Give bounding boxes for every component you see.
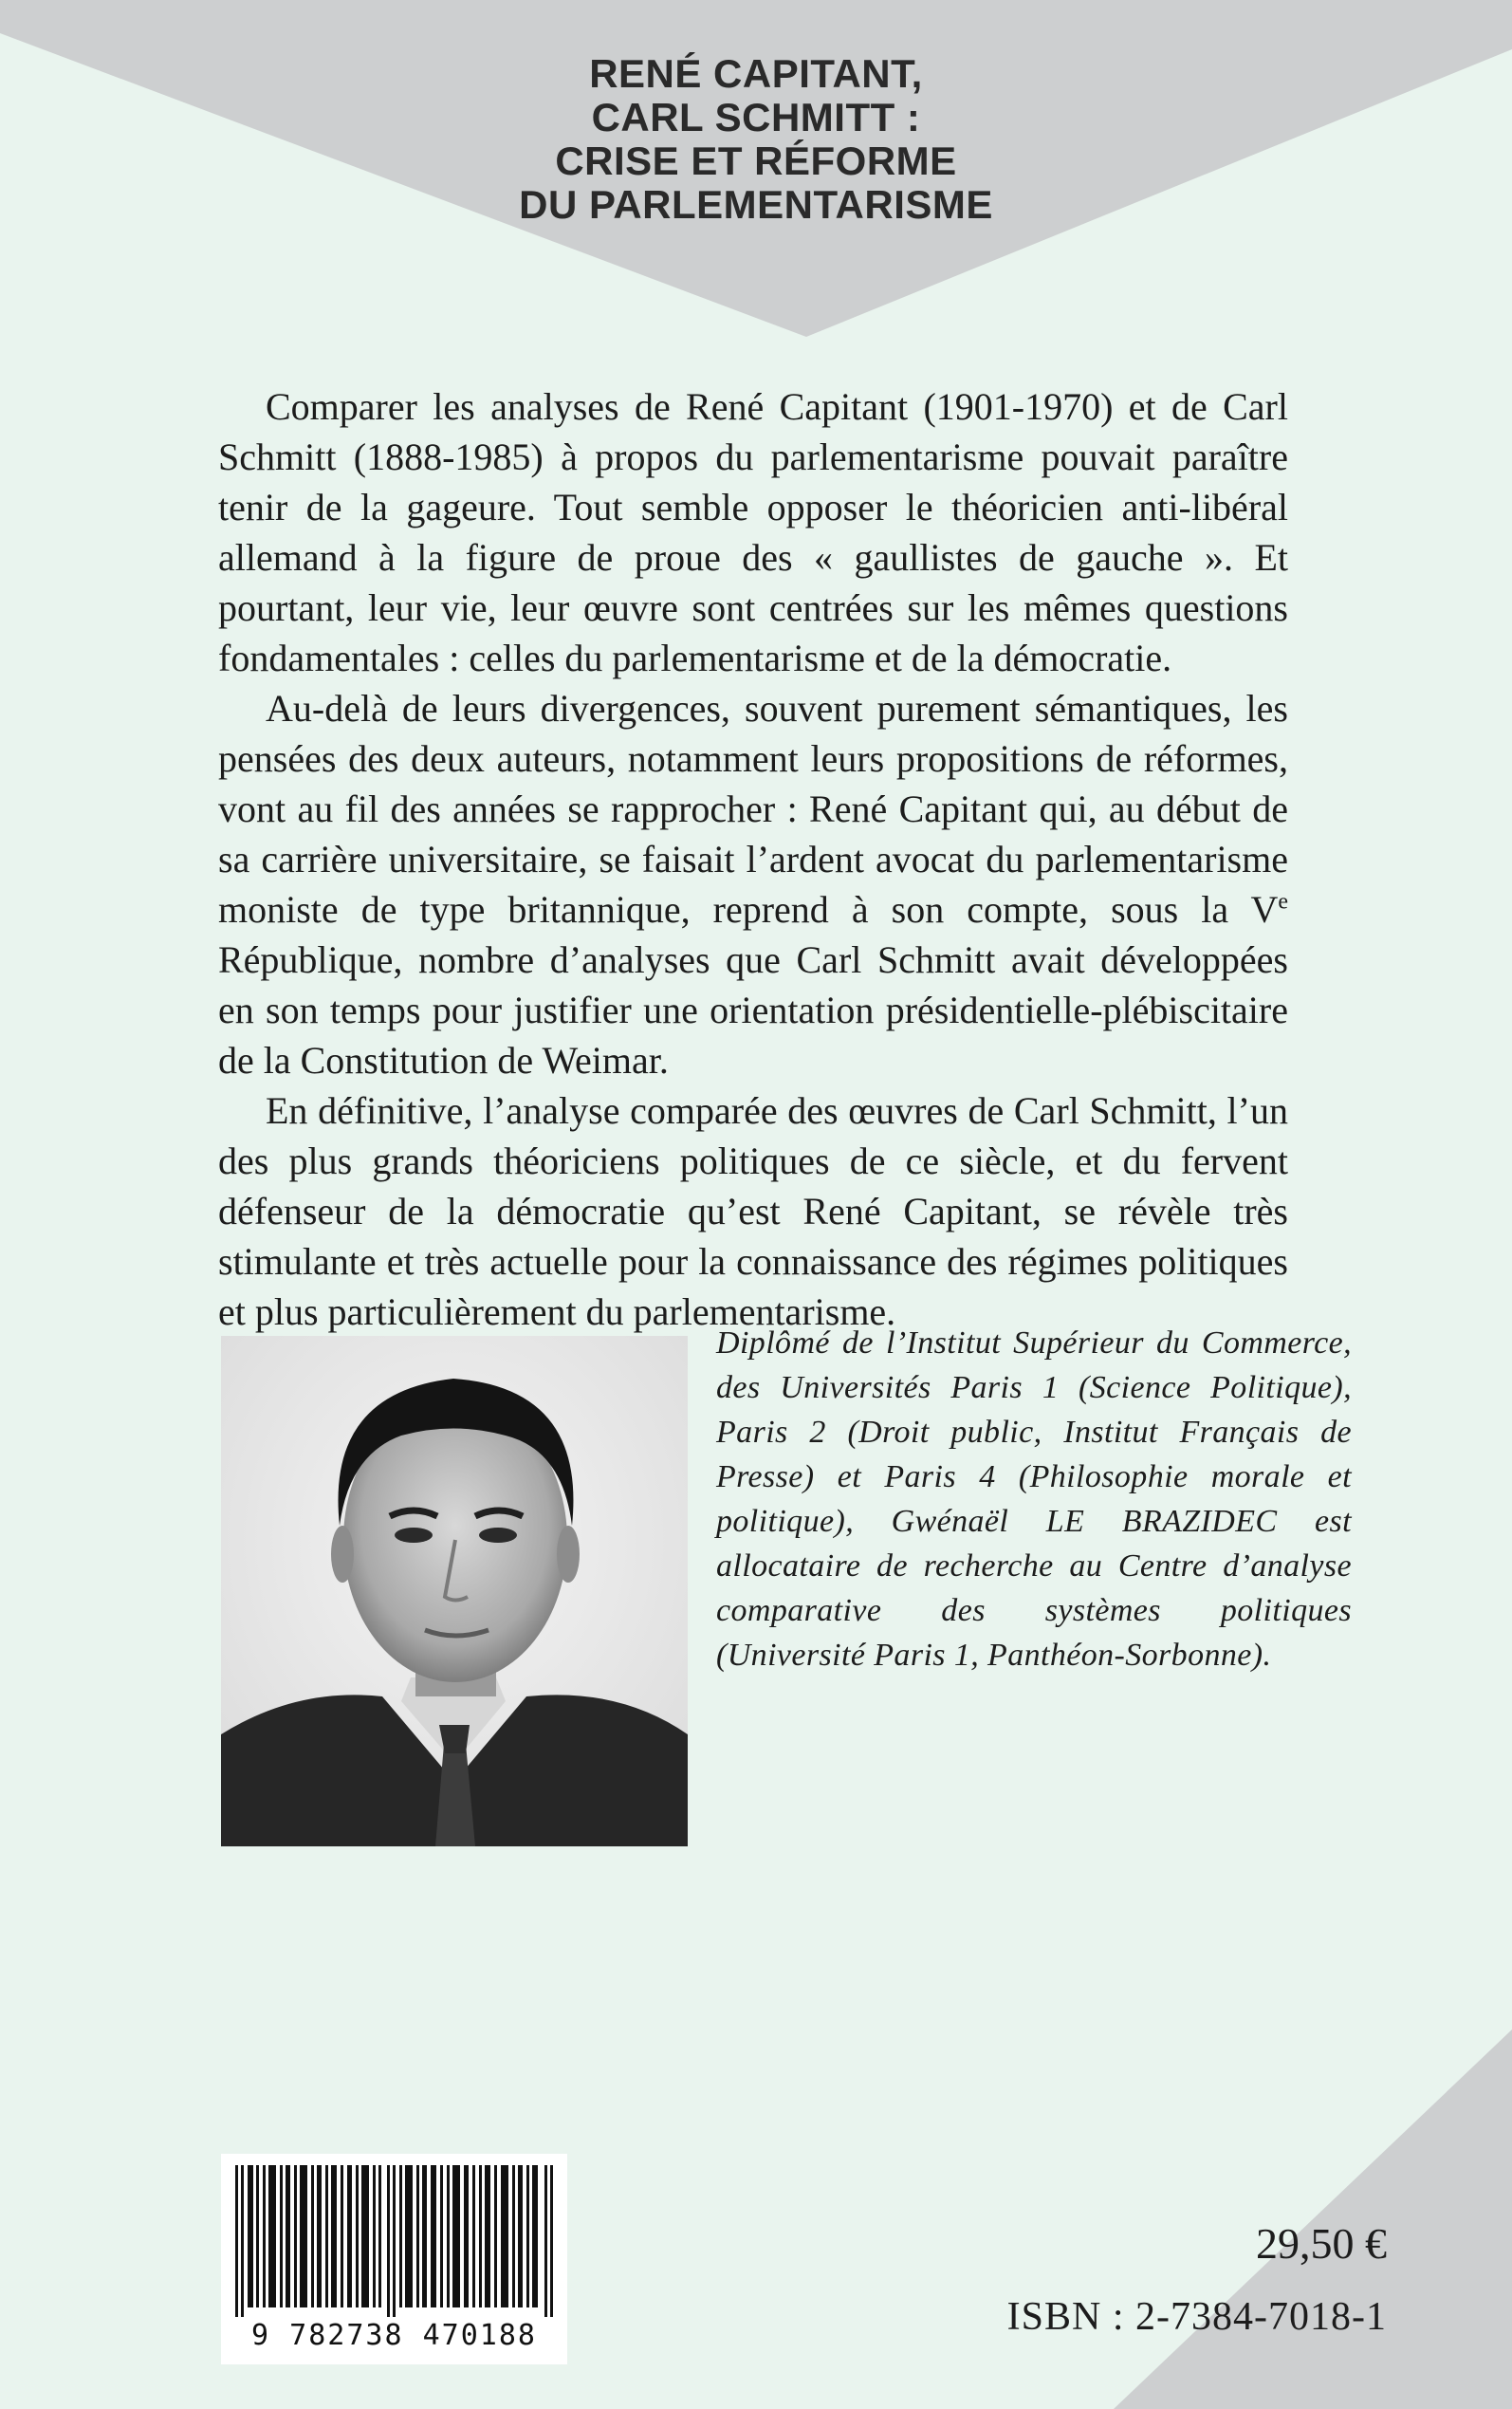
title-line: DU PARLEMENTARISME	[519, 182, 993, 227]
title-line: RENÉ CAPITANT,	[589, 51, 923, 96]
price: 29,50 €	[1256, 2219, 1387, 2268]
blurb-paragraph-2-end: République, nombre d’analyses que Carl Schmitt avait développées en son temps pour justifier une orientation présidentielle-plébiscitaire de la Constitution de Weimar.	[218, 938, 1288, 1082]
superscript-e: e	[1278, 889, 1288, 915]
blurb-paragraph-2-start: Au-delà de leurs divergences, souvent purement sémantiques, les pensées des deux auteurs, notamment leurs propositions de réformes, vont au fil des années se rapprocher : René Capitant qui, au début de sa carrière universitaire, se faisait l’ardent avocat du parlementarisme moniste de type britannique, reprend à son compte, sous la V	[218, 687, 1288, 931]
barcode-bars	[235, 2165, 553, 2317]
blurb-paragraph-2	[218, 683, 1288, 1085]
author-biography: Diplômé de l’Institut Supérieur du Commerce, des Universités Paris 1 (Science Politique), Paris 2 (Droit public, Institut Français de Presse) et Paris 4 (Philosophie morale et politique), Gwénaël LE BRAZIDEC est allocataire de recherche au Centre d’analyse comparative des systèmes politiques (Université Paris 1, Panthéon-Sorbonne).	[716, 1325, 1352, 1673]
isbn-barcode	[221, 2154, 567, 2364]
title-line: CARL SCHMITT :	[591, 95, 921, 139]
author-photo	[221, 1336, 688, 1846]
isbn-number: ISBN : 2-7384-7018-1	[1006, 2295, 1387, 2339]
barcode-number: 9 782738 470188	[251, 2319, 537, 2352]
back-cover-blurb	[218, 381, 1288, 1337]
blurb-paragraph-1: Comparer les analyses de René Capitant (1901-1970) et de Carl Schmitt (1888-1985) à propos du parlementarisme pouvait paraître tenir de la gageure. Tout semble opposer le théoricien anti-libéral allemand à la figure de proue des « gaullistes de gauche ». Et pourtant, leur vie, leur œuvre sont centrées sur les mêmes questions fondamentales : celles du parlementarisme et de la démocratie.	[218, 385, 1288, 679]
blurb-paragraph-3: En définitive, l’analyse comparée des œuvres de Carl Schmitt, l’un des plus grands théoriciens politiques de ce siècle, et du fervent défenseur de la démocratie qu’est René Capitant, se révèle très stimulante et très actuelle pour la connaissance des régimes politiques et plus particulièrement du parlementarisme.	[218, 1089, 1288, 1333]
book-title	[0, 52, 1512, 227]
title-line: CRISE ET RÉFORME	[555, 139, 957, 183]
